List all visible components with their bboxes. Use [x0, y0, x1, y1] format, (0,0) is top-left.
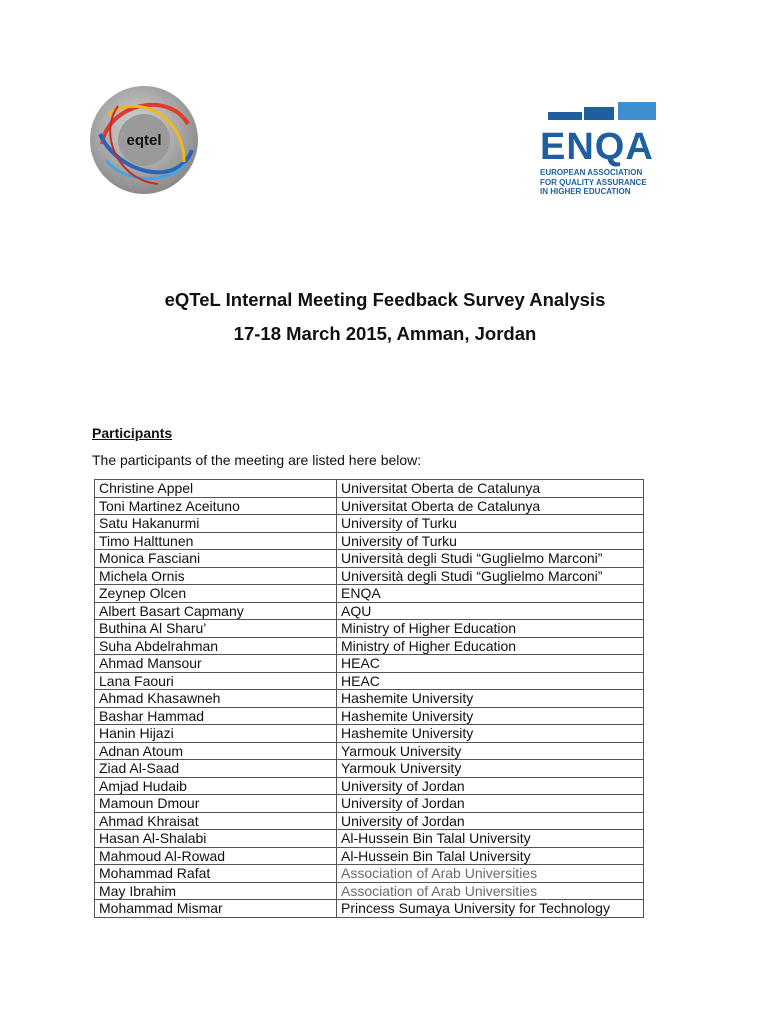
participant-organisation: Hashemite University	[337, 725, 644, 743]
participant-name: Michela Ornis	[95, 567, 337, 585]
participant-name: Albert Basart Capmany	[95, 602, 337, 620]
participant-name: Zeynep Olcen	[95, 585, 337, 603]
participant-name: Mamoun Dmour	[95, 795, 337, 813]
participant-organisation: Universitat Oberta de Catalunya	[337, 480, 644, 498]
table-row	[95, 655, 644, 673]
participant-name: Ziad Al-Saad	[95, 760, 337, 778]
table-row	[95, 585, 644, 603]
eqtel-logo	[88, 84, 200, 196]
table-row	[95, 567, 644, 585]
table-row	[95, 515, 644, 533]
table-row	[95, 620, 644, 638]
participant-name: Ahmad Khasawneh	[95, 690, 337, 708]
table-row	[95, 550, 644, 568]
participant-name: Amjad Hudaib	[95, 777, 337, 795]
participant-name: Hasan Al-Shalabi	[95, 830, 337, 848]
table-row	[95, 637, 644, 655]
participants-intro: The participants of the meeting are listed here below:	[92, 452, 422, 468]
participant-name: Mohammad Rafat	[95, 865, 337, 883]
table-row	[95, 532, 644, 550]
participant-name: Timo Halttunen	[95, 532, 337, 550]
participant-organisation: Hashemite University	[337, 707, 644, 725]
participant-organisation: University of Jordan	[337, 777, 644, 795]
table-row	[95, 882, 644, 900]
participant-name: Christine Appel	[95, 480, 337, 498]
participant-name: Adnan Atoum	[95, 742, 337, 760]
participant-organisation: Al-Hussein Bin Talal University	[337, 830, 644, 848]
table-row	[95, 707, 644, 725]
participant-organisation: HEAC	[337, 672, 644, 690]
table-row	[95, 812, 644, 830]
participant-name: Mahmoud Al-Rowad	[95, 847, 337, 865]
enqa-bars-icon	[540, 100, 660, 122]
participant-name: Monica Fasciani	[95, 550, 337, 568]
participant-name: Toni Martinez Aceituno	[95, 497, 337, 515]
table-row	[95, 795, 644, 813]
participant-organisation: Association of Arab Universities	[337, 865, 644, 883]
table-row	[95, 777, 644, 795]
participant-organisation: Princess Sumaya University for Technology	[337, 900, 644, 918]
participant-organisation: University of Jordan	[337, 812, 644, 830]
eqtel-logo-text: eqtel	[126, 132, 162, 149]
participant-organisation: University of Turku	[337, 515, 644, 533]
participant-organisation: Yarmouk University	[337, 742, 644, 760]
participant-organisation: Universitat Oberta de Catalunya	[337, 497, 644, 515]
table-row	[95, 830, 644, 848]
participant-organisation: AQU	[337, 602, 644, 620]
participant-organisation: University of Jordan	[337, 795, 644, 813]
participants-heading: Participants	[92, 425, 173, 441]
table-row	[95, 725, 644, 743]
participant-name: Buthina Al Sharu’	[95, 620, 337, 638]
table-row	[95, 602, 644, 620]
participant-organisation: ENQA	[337, 585, 644, 603]
document-subtitle: 17-18 March 2015, Amman, Jordan	[233, 323, 537, 344]
participant-organisation: Yarmouk University	[337, 760, 644, 778]
table-row	[95, 742, 644, 760]
participant-name: May Ibrahim	[95, 882, 337, 900]
participant-name: Bashar Hammad	[95, 707, 337, 725]
participant-organisation: University of Turku	[337, 532, 644, 550]
participant-organisation: Università degli Studi “Guglielmo Marconi”	[337, 567, 644, 585]
participants-table	[94, 479, 644, 918]
participant-name: Satu Hakanurmi	[95, 515, 337, 533]
participant-organisation: Association of Arab Universities	[337, 882, 644, 900]
participant-organisation: Hashemite University	[337, 690, 644, 708]
participant-name: Ahmad Mansour	[95, 655, 337, 673]
table-row	[95, 690, 644, 708]
participant-organisation: Università degli Studi “Guglielmo Marconi”	[337, 550, 644, 568]
participant-organisation: Ministry of Higher Education	[337, 620, 644, 638]
table-row	[95, 900, 644, 918]
participant-name: Lana Faouri	[95, 672, 337, 690]
enqa-tagline: EUROPEAN ASSOCIATION FOR QUALITY ASSURANCE IN HIGHER EDUCATION	[540, 168, 647, 196]
enqa-logo	[540, 100, 660, 200]
participant-organisation: Al-Hussein Bin Talal University	[337, 847, 644, 865]
table-row	[95, 760, 644, 778]
participant-name: Hanin Hijazi	[95, 725, 337, 743]
document-title: eQTeL Internal Meeting Feedback Survey Analysis	[164, 289, 606, 310]
table-row	[95, 480, 644, 498]
enqa-logo-text: ENQA	[540, 126, 654, 168]
participant-name: Suha Abdelrahman	[95, 637, 337, 655]
table-row	[95, 847, 644, 865]
table-row	[95, 865, 644, 883]
table-row	[95, 497, 644, 515]
participant-name: Mohammad Mismar	[95, 900, 337, 918]
participant-organisation: Ministry of Higher Education	[337, 637, 644, 655]
participant-organisation: HEAC	[337, 655, 644, 673]
participant-name: Ahmad Khraisat	[95, 812, 337, 830]
table-row	[95, 672, 644, 690]
